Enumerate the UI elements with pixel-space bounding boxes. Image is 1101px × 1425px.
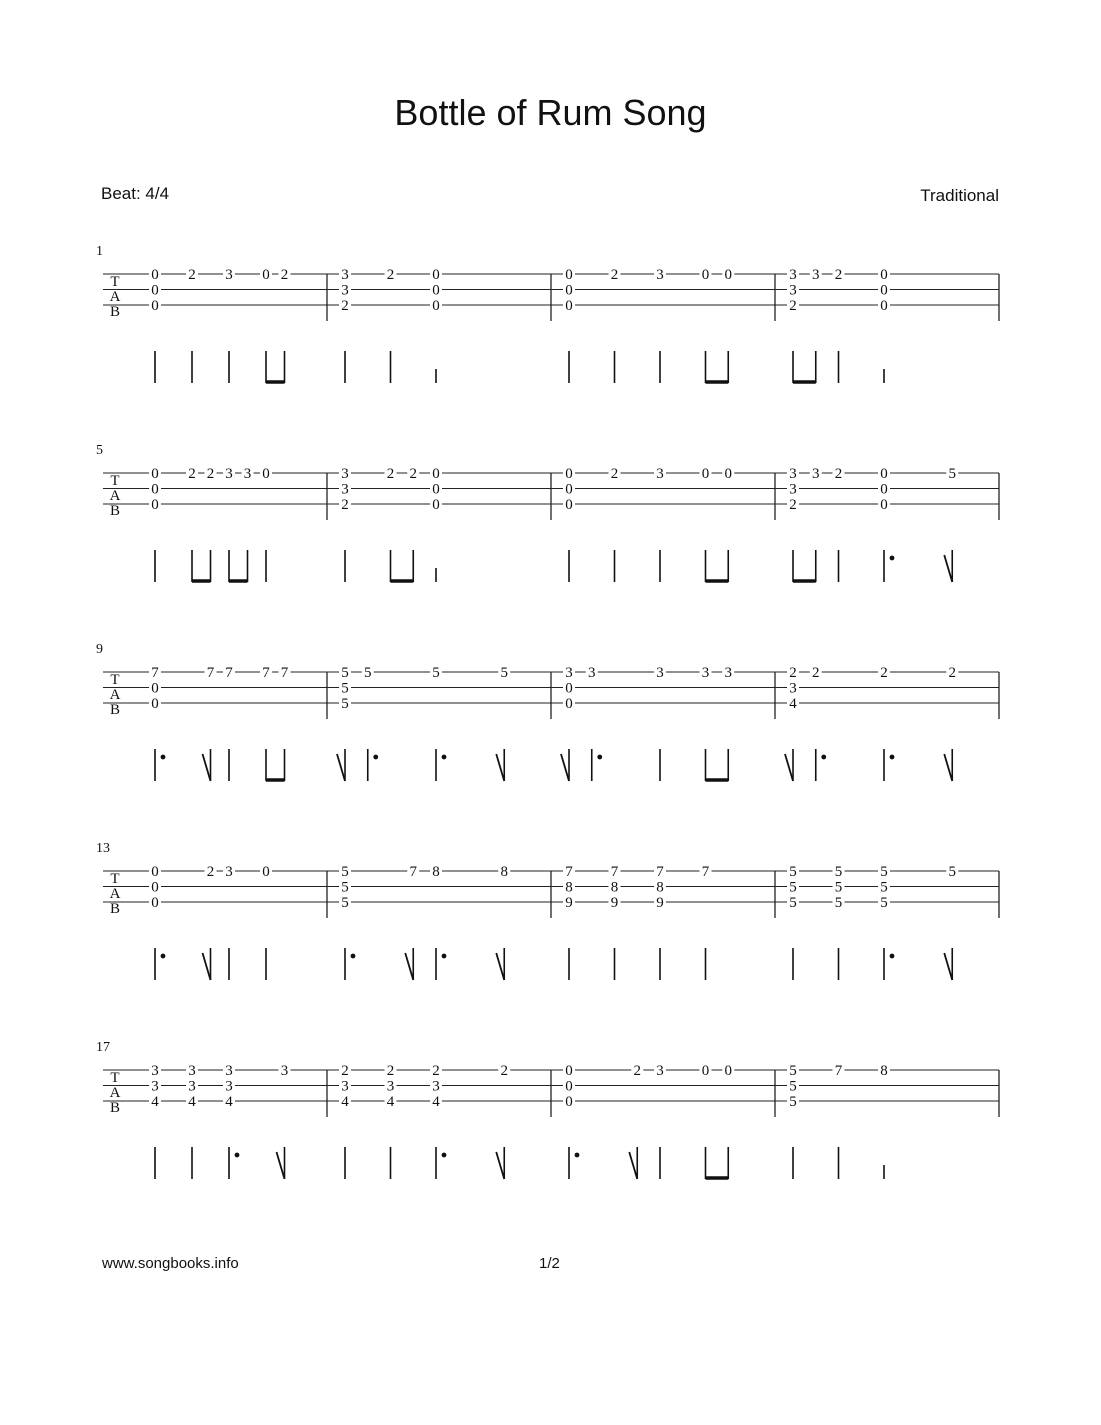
fret-number: 8: [880, 1063, 888, 1079]
tab-clef-letter: A: [109, 687, 121, 703]
fret-number: 2: [386, 466, 395, 482]
fret-number: 5: [789, 1078, 797, 1095]
fret-number: 3: [341, 267, 349, 283]
time-signature-label: Beat: 4/4: [101, 184, 170, 203]
fret-number: 3: [812, 267, 820, 283]
fret-number: 5: [834, 879, 843, 896]
fret-number: 0: [565, 1078, 573, 1095]
fret-number: 2: [812, 665, 820, 681]
eighth-flag: [561, 754, 569, 781]
tab-clef-letter: T: [110, 871, 120, 887]
fret-number: 3: [656, 466, 664, 482]
rhythm-dot: [890, 954, 895, 959]
fret-number: 0: [880, 267, 888, 283]
fret-number: 0: [724, 466, 732, 482]
fret-number: 4: [188, 1094, 196, 1110]
fret-number: 4: [341, 1094, 349, 1110]
rhythm-dot: [161, 954, 166, 959]
fret-number: 0: [151, 481, 159, 498]
fret-number: 5: [789, 1094, 797, 1110]
fret-number: 3: [341, 1078, 349, 1095]
fret-number: 7: [656, 864, 664, 880]
fret-number: 3: [243, 466, 252, 482]
fret-number: 0: [432, 298, 440, 314]
fret-number: 2: [948, 665, 956, 681]
fret-number: 7: [409, 864, 417, 880]
fret-number: 7: [610, 864, 619, 880]
fret-number: 2: [280, 267, 289, 283]
tab-clef-letter: A: [109, 1085, 121, 1101]
fret-number: 2: [610, 466, 619, 482]
fret-number: 0: [880, 481, 888, 498]
fret-number: 5: [789, 864, 797, 880]
fret-number: 3: [789, 680, 797, 697]
fret-number: 0: [151, 696, 159, 712]
tab-clef-letter: B: [109, 702, 121, 718]
fret-number: 5: [834, 895, 843, 911]
fret-number: 5: [341, 864, 349, 880]
fret-number: 2: [188, 267, 196, 283]
eighth-flag: [277, 1152, 285, 1179]
fret-number: 2: [206, 466, 215, 482]
fret-number: 0: [432, 267, 440, 283]
fret-number: 0: [880, 298, 888, 314]
fret-number: 3: [565, 665, 573, 681]
fret-number: 0: [565, 1094, 573, 1110]
fret-number: 7: [225, 665, 233, 681]
fret-number: 3: [151, 1063, 159, 1079]
fret-number: 2: [409, 466, 417, 482]
fret-number: 0: [432, 497, 440, 513]
fret-number: 2: [386, 1063, 395, 1079]
rhythm-dot: [442, 954, 447, 959]
fret-number: 5: [341, 696, 349, 712]
fret-number: 3: [225, 864, 233, 880]
fret-number: 0: [701, 466, 710, 482]
fret-number: 3: [225, 267, 233, 283]
fret-number: 0: [151, 298, 159, 314]
eighth-flag: [944, 555, 952, 582]
tab-clef-letter: A: [109, 488, 121, 504]
fret-number: 0: [151, 267, 159, 283]
fret-number: 0: [880, 497, 888, 513]
fret-number: 2: [834, 267, 843, 283]
fret-number: 3: [656, 1063, 664, 1079]
fret-number: 4: [151, 1094, 159, 1110]
fret-number: 5: [948, 466, 956, 482]
fret-number: 3: [724, 665, 732, 681]
fret-number: 5: [880, 864, 888, 880]
fret-number: 0: [565, 1063, 573, 1079]
fret-number: 3: [341, 466, 349, 482]
tab-clef-letter: A: [109, 289, 121, 305]
song-title: Bottle of Rum Song: [394, 92, 707, 133]
fret-number: 2: [789, 497, 797, 513]
eighth-flag: [496, 1152, 504, 1179]
fret-number: 8: [500, 864, 508, 880]
fret-number: 5: [880, 879, 888, 896]
tab-clef-letter: B: [109, 304, 121, 320]
tab-clef-letter: T: [110, 274, 120, 290]
fret-number: 0: [151, 864, 159, 880]
fret-number: 5: [341, 895, 349, 911]
rhythm-dot: [235, 1153, 240, 1158]
rhythm-dot: [821, 755, 826, 760]
fret-number: 7: [151, 665, 159, 681]
fret-number: 3: [701, 665, 710, 681]
tab-clef-letter: A: [109, 886, 121, 902]
fret-number: 0: [701, 267, 710, 283]
fret-number: 5: [432, 665, 440, 681]
rhythm-dot: [442, 755, 447, 760]
fret-number: 0: [151, 282, 159, 299]
fret-number: 0: [880, 466, 888, 482]
fret-number: 3: [188, 1063, 196, 1079]
rhythm-dot: [597, 755, 602, 760]
fret-number: 5: [880, 895, 888, 911]
measure-number: 17: [96, 1040, 110, 1055]
eighth-flag: [629, 1152, 637, 1179]
tab-clef-letter: T: [110, 473, 120, 489]
fret-number: 3: [151, 1078, 159, 1095]
eighth-flag: [496, 953, 504, 980]
fret-number: 9: [656, 895, 664, 911]
fret-number: 0: [724, 1063, 732, 1079]
fret-number: 9: [565, 895, 573, 911]
fret-number: 7: [280, 665, 289, 681]
fret-number: 0: [262, 267, 270, 283]
fret-number: 0: [724, 267, 732, 283]
fret-number: 4: [432, 1094, 440, 1110]
fret-number: 2: [789, 665, 797, 681]
fret-number: 7: [206, 665, 215, 681]
fret-number: 3: [386, 1078, 395, 1095]
rhythm-dot: [373, 755, 378, 760]
measure-number: 1: [96, 244, 103, 259]
fret-number: 5: [341, 879, 349, 896]
fret-number: 2: [880, 665, 888, 681]
fret-number: 5: [341, 665, 349, 681]
fret-number: 0: [151, 466, 159, 482]
fret-number: 3: [341, 481, 349, 498]
fret-number: 0: [151, 879, 159, 896]
fret-number: 7: [565, 864, 573, 880]
fret-number: 0: [880, 282, 888, 299]
fret-number: 2: [834, 466, 843, 482]
eighth-flag: [785, 754, 793, 781]
tab-clef-letter: B: [109, 503, 121, 519]
page-number: 1/2: [539, 1255, 560, 1272]
fret-number: 8: [565, 879, 573, 896]
fret-number: 2: [386, 267, 395, 283]
fret-number: 5: [834, 864, 843, 880]
fret-number: 0: [262, 864, 270, 880]
fret-number: 3: [789, 466, 797, 482]
rhythm-dot: [575, 1153, 580, 1158]
fret-number: 3: [188, 1078, 196, 1095]
fret-number: 3: [280, 1063, 289, 1079]
eighth-flag: [944, 953, 952, 980]
fret-number: 9: [610, 895, 619, 911]
tab-clef-letter: T: [110, 1070, 120, 1086]
fret-number: 3: [588, 665, 596, 681]
fret-number: 2: [633, 1063, 641, 1079]
fret-number: 5: [500, 665, 508, 681]
fret-number: 8: [610, 879, 619, 896]
eighth-flag: [203, 754, 211, 781]
fret-number: 3: [225, 1078, 233, 1095]
eighth-flag: [496, 754, 504, 781]
fret-number: 3: [432, 1078, 440, 1095]
tab-clef-letter: B: [109, 1100, 121, 1116]
fret-number: 7: [262, 665, 270, 681]
fret-number: 3: [789, 282, 797, 299]
fret-number: 3: [789, 481, 797, 498]
fret-number: 5: [948, 864, 956, 880]
fret-number: 2: [610, 267, 619, 283]
fret-number: 5: [789, 879, 797, 896]
fret-number: 4: [386, 1094, 395, 1110]
fret-number: 0: [565, 466, 573, 482]
tab-clef-letter: T: [110, 672, 120, 688]
fret-number: 3: [812, 466, 820, 482]
fret-number: 0: [432, 466, 440, 482]
fret-number: 4: [789, 696, 797, 712]
fret-number: 5: [789, 1063, 797, 1079]
rhythm-dot: [161, 755, 166, 760]
fret-number: 5: [341, 680, 349, 697]
fret-number: 0: [151, 680, 159, 697]
fret-number: 2: [341, 497, 349, 513]
fret-number: 8: [656, 879, 664, 896]
rhythm-dot: [890, 556, 895, 561]
fret-number: 2: [341, 298, 349, 314]
eighth-flag: [405, 953, 413, 980]
fret-number: 7: [834, 1063, 843, 1079]
fret-number: 0: [565, 298, 573, 314]
fret-number: 2: [341, 1063, 349, 1079]
fret-number: 0: [565, 267, 573, 283]
fret-number: 5: [789, 895, 797, 911]
fret-number: 2: [789, 298, 797, 314]
fret-number: 0: [565, 497, 573, 513]
fret-number: 0: [701, 1063, 710, 1079]
rhythm-dot: [351, 954, 356, 959]
composer-label: Traditional: [920, 186, 999, 205]
eighth-flag: [944, 754, 952, 781]
eighth-flag: [337, 754, 345, 781]
fret-number: 3: [656, 267, 664, 283]
fret-number: 0: [151, 895, 159, 911]
fret-number: 3: [225, 1063, 233, 1079]
fret-number: 4: [225, 1094, 233, 1110]
fret-number: 0: [262, 466, 270, 482]
fret-number: 0: [432, 481, 440, 498]
eighth-flag: [203, 953, 211, 980]
fret-number: 3: [656, 665, 664, 681]
fret-number: 0: [432, 282, 440, 299]
footer-url: www.songbooks.info: [102, 1255, 239, 1272]
rhythm-dot: [442, 1153, 447, 1158]
measure-number: 5: [96, 443, 103, 458]
measure-number: 9: [96, 642, 103, 657]
fret-number: 2: [206, 864, 215, 880]
fret-number: 0: [565, 680, 573, 697]
fret-number: 0: [565, 696, 573, 712]
fret-number: 3: [341, 282, 349, 299]
fret-number: 0: [151, 497, 159, 513]
fret-number: 3: [225, 466, 233, 482]
fret-number: 5: [364, 665, 372, 681]
tab-clef-letter: B: [109, 901, 121, 917]
fret-number: 8: [432, 864, 440, 880]
fret-number: 7: [701, 864, 710, 880]
fret-number: 0: [565, 282, 573, 299]
fret-number: 3: [789, 267, 797, 283]
fret-number: 2: [432, 1063, 440, 1079]
rhythm-dot: [890, 755, 895, 760]
measure-number: 13: [96, 841, 110, 856]
fret-number: 2: [500, 1063, 508, 1079]
fret-number: 2: [188, 466, 196, 482]
fret-number: 0: [565, 481, 573, 498]
